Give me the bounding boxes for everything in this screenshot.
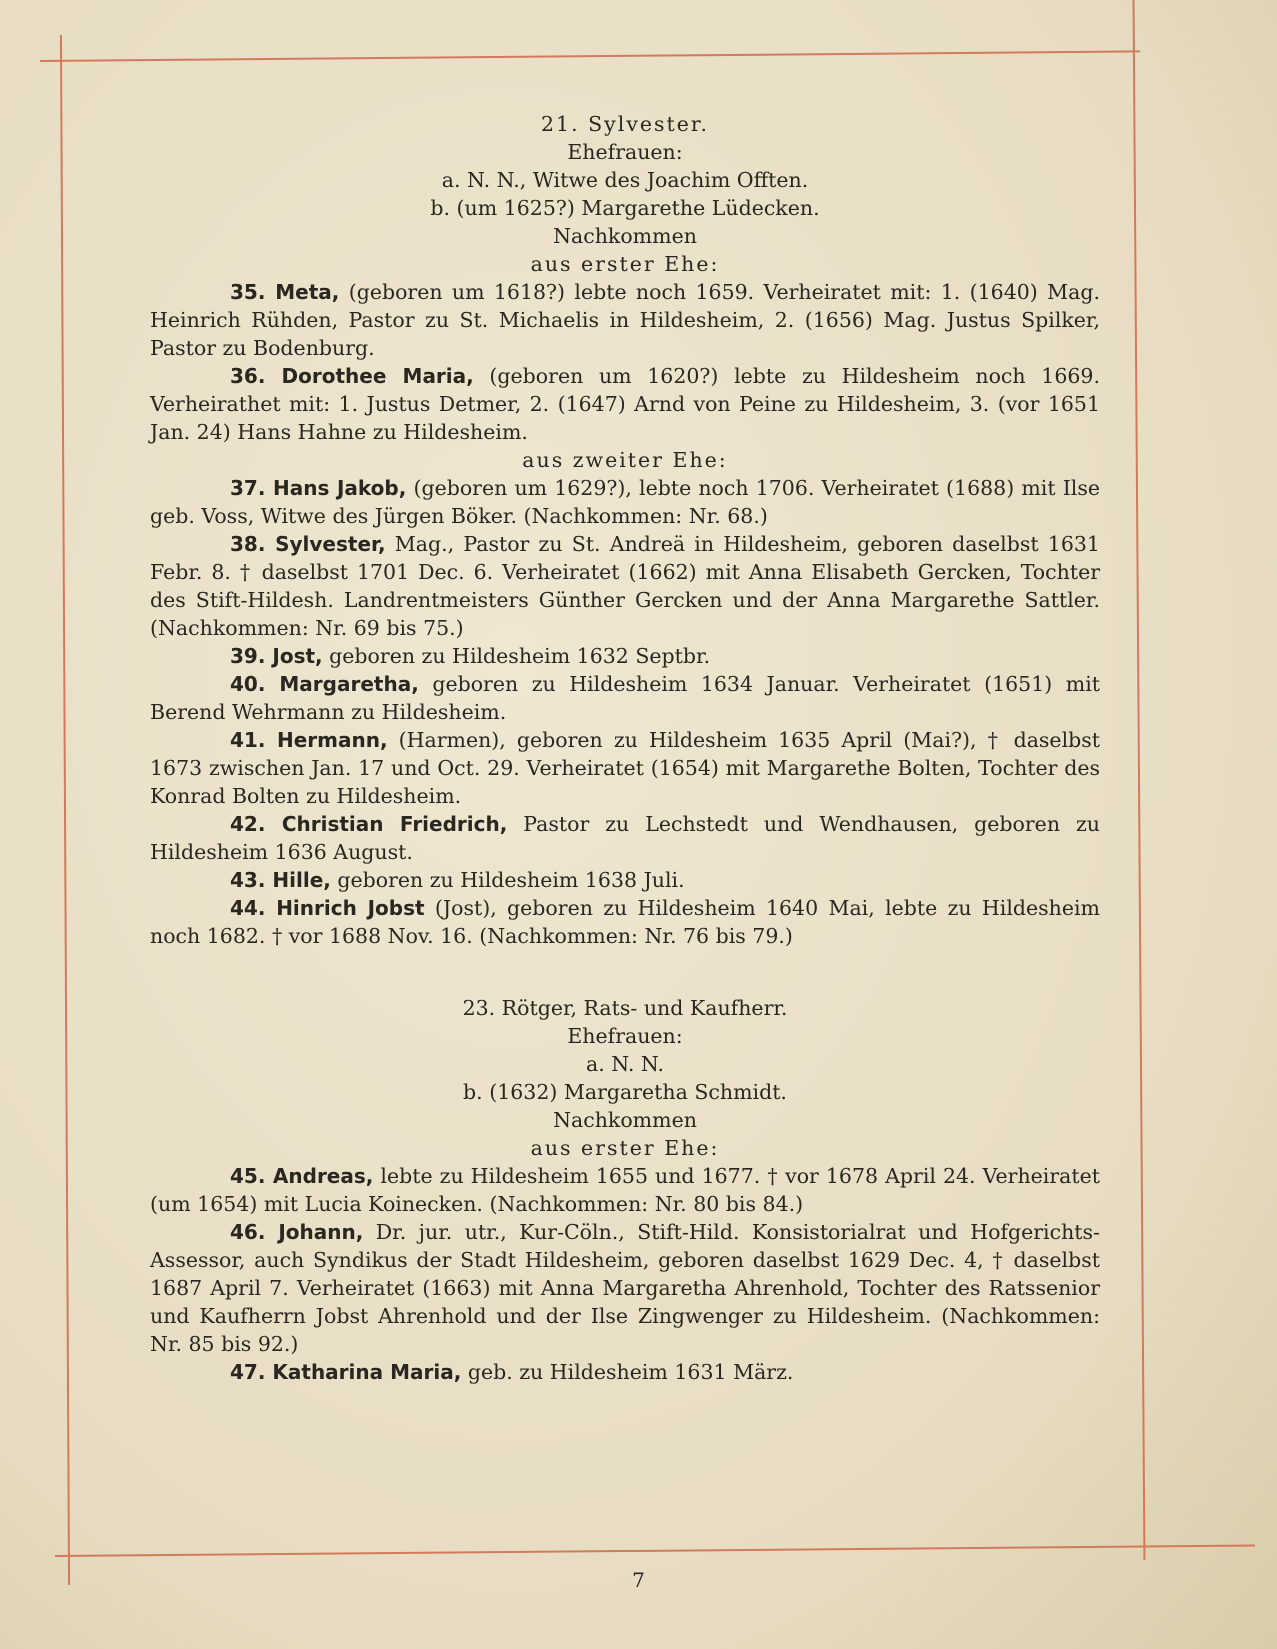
entry-45: 45. Andreas, lebte zu Hildesheim 1655 und 1677. † vor 1678 April 24. Verheiratet (um 1654) mit Lucia Koinecken. (Nachkommen: Nr. 80 bis 84.) xyxy=(150,1164,1100,1216)
section-23-heading: 23. Rötger, Rats- und Kaufherr. xyxy=(462,996,788,1020)
section-spacer xyxy=(150,950,1100,994)
entry-35: 35. Meta, (geboren um 1618?) lebte noch 1659. Verheiratet mit: 1. (1640) Mag. Heinrich Rühden, Pastor zu St. Michaelis in Hildesheim, 2. (1656) Mag. Justus Spilker, Pastor zu Bodenburg. xyxy=(150,280,1100,360)
entry-37: 37. Hans Jakob, (geboren um 1629?), lebte noch 1706. Verheiratet (1688) mit Ilse geb. Voss, Witwe des Jürgen Böker. (Nachkommen: Nr. 68.) xyxy=(150,476,1100,528)
section-23-wife-b: b. (1632) Margaretha Schmidt. xyxy=(463,1080,787,1104)
entry-46: 46. Johann, Dr. jur. utr., Kur-Cöln., Stift-Hild. Konsistorialrat und Hofgerichts-Assessor, auch Syndikus der Stadt Hildesheim, geboren daselbst 1629 Dec. 4, † daselbst 1687 April 7. Verheiratet (1663) mit Anna Margaretha Ahrenhold, Tochter des Ratssenior und Kaufherrn Jobst Ahrenhold und der Ilse Zingwenger zu Hildesheim. (Nachkommen: Nr. 85 bis 92.) xyxy=(150,1220,1100,1356)
entry-38: 38. Sylvester, Mag., Pastor zu St. Andreä in Hildesheim, geboren daselbst 1631 Febr. 8. † daselbst 1701 Dec. 6. Verheiratet (1662) mit Anna Elisabeth Gercken, Tochter des Stift-Hildesh. Landrentmeisters Günther Gercken und der Anna Margarethe Sattler. (Nachkommen: Nr. 69 bis 75.) xyxy=(150,532,1100,640)
entry-43: 43. Hille, geboren zu Hildesheim 1638 Juli. xyxy=(230,868,685,892)
section-21-heading: 21. Sylvester. xyxy=(541,112,709,136)
section-23-wife-a: a. N. N. xyxy=(585,1052,665,1076)
border-rule-bottom xyxy=(55,1545,1255,1557)
border-rule-right xyxy=(1133,0,1146,1560)
border-rule-top xyxy=(40,50,1140,62)
entry-39: 39. Jost, geboren zu Hildesheim 1632 Septbr. xyxy=(230,644,711,668)
section-21-wife-a: a. N. N., Witwe des Joachim Offten. xyxy=(441,168,809,192)
entry-47: 47. Katharina Maria, geb. zu Hildesheim 1631 März. xyxy=(230,1360,794,1384)
section-23-wives-label: Ehefrauen: xyxy=(567,1024,683,1048)
page-number: 7 xyxy=(632,1568,645,1592)
entry-41: 41. Hermann, (Harmen), geboren zu Hildesheim 1635 April (Mai?), † daselbst 1673 zwischen Jan. 17 und Oct. 29. Verheiratet (1654) mit Margarethe Bolten, Tochter des Konrad Bolten zu Hildesheim. xyxy=(150,728,1101,808)
section-21-wives-label: Ehefrauen: xyxy=(567,140,683,164)
section-21-second-marriage: aus zweiter Ehe: xyxy=(522,448,728,472)
section-23-descendants-label: Nachkommen xyxy=(553,1108,697,1132)
section-21-first-marriage: aus erster Ehe: xyxy=(530,252,720,276)
border-rule-left xyxy=(60,35,70,1585)
entry-42: 42. Christian Friedrich, Pastor zu Lechstedt und Wendhausen, geboren zu Hildesheim 1636 August. xyxy=(150,812,1100,864)
entry-44: 44. Hinrich Jobst (Jost), geboren zu Hildesheim 1640 Mai, lebte zu Hildesheim noch 1682. † vor 1688 Nov. 16. (Nachkommen: Nr. 76 bis 79.) xyxy=(150,896,1100,948)
entry-36: 36. Dorothee Maria, (geboren um 1620?) lebte zu Hildesheim noch 1669. Verheirathet mit: 1. Justus Detmer, 2. (1647) Arnd von Peine zu Hildesheim, 3. (vor 1651 Jan. 24) Hans Hahne zu Hildesheim. xyxy=(150,364,1100,444)
section-21-descendants-label: Nachkommen xyxy=(553,224,697,248)
section-21-wife-b: b. (um 1625?) Margarethe Lüdecken. xyxy=(430,196,820,220)
entry-40: 40. Margaretha, geboren zu Hildesheim 1634 Januar. Verheiratet (1651) mit Berend Wehrmann zu Hildesheim. xyxy=(150,672,1100,724)
page-content xyxy=(150,110,1100,1386)
section-23-first-marriage: aus erster Ehe: xyxy=(530,1136,720,1160)
